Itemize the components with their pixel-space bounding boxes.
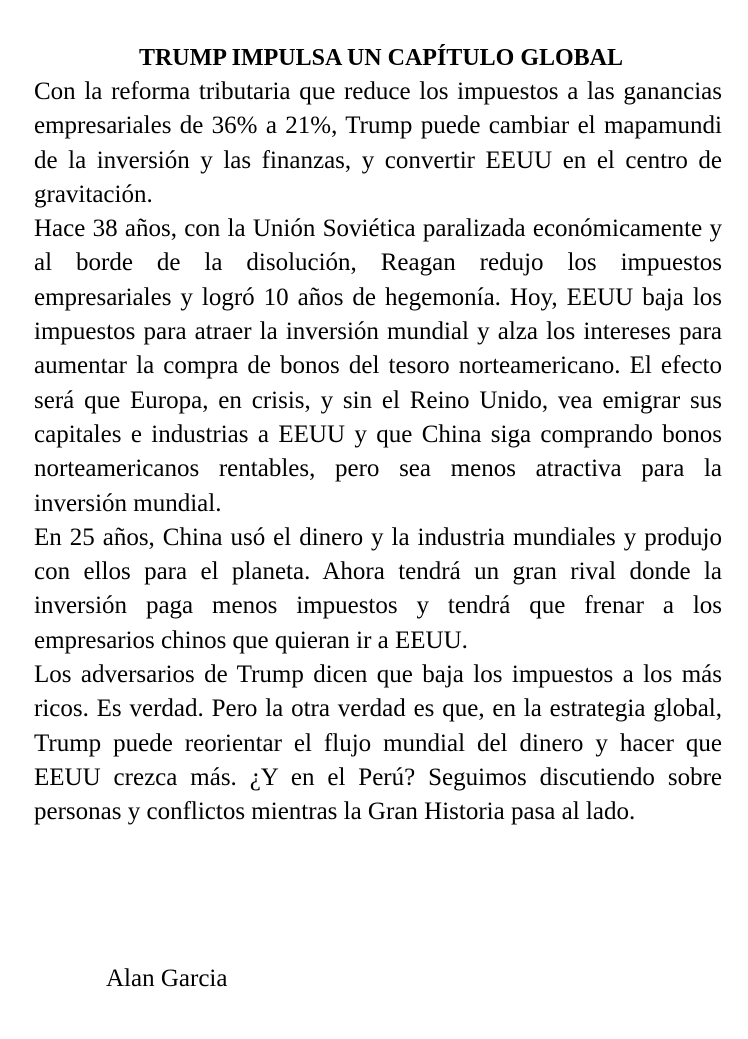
paragraph-3: En 25 años, China usó el dinero y la industria mundiales y produjo con ellos para el planeta. Ahora tendrá un gran rival donde la inversión paga menos impuestos y tendrá que frenar a los empresarios chinos que quieran ir a EEUU. (34, 523, 722, 654)
paragraph-1: Con la reforma tributaria que reduce los impuestos a las ganancias empresariales de 36% a 21%, Trump puede cambiar el mapamundi de la inversión y las finanzas, y convertir EEUU en el centro de gravitación. (34, 78, 722, 208)
article-title: TRUMP IMPULSA UN CAPÍTULO GLOBAL (138, 45, 624, 71)
paragraph-4: Los adversarios de Trump dicen que baja los impuestos a los más ricos. Es verdad. Pero la otra verdad es que, en la estrategia global, Trump puede reorientar el flujo mundial del dinero y hacer que EEUU crezca más. ¿Y en el Perú? Seguimos discutiendo sobre personas y conflictos mientras la Gran Historia pasa al lado. (34, 661, 722, 826)
author-signature: Alan Garcia (106, 965, 228, 992)
paragraph-2: Hace 38 años, con la Unión Soviética paralizada económicamente y al borde de la disolución, Reagan redujo los impuestos empresariales y logró 10 años de hegemonía. Hoy, EEUU baja los impuestos para atraer la inversión mundial y alza los intereses para aumentar la compra de bonos del tesoro norteamericano. El efecto será que Europa, en crisis, y sin el Reino Unido, vea emigrar sus capitales e industrias a EEUU y que China siga comprando bonos norteamericanos rentables, pero sea menos atractiva para la inversión mundial. (34, 215, 722, 517)
article (34, 41, 722, 830)
